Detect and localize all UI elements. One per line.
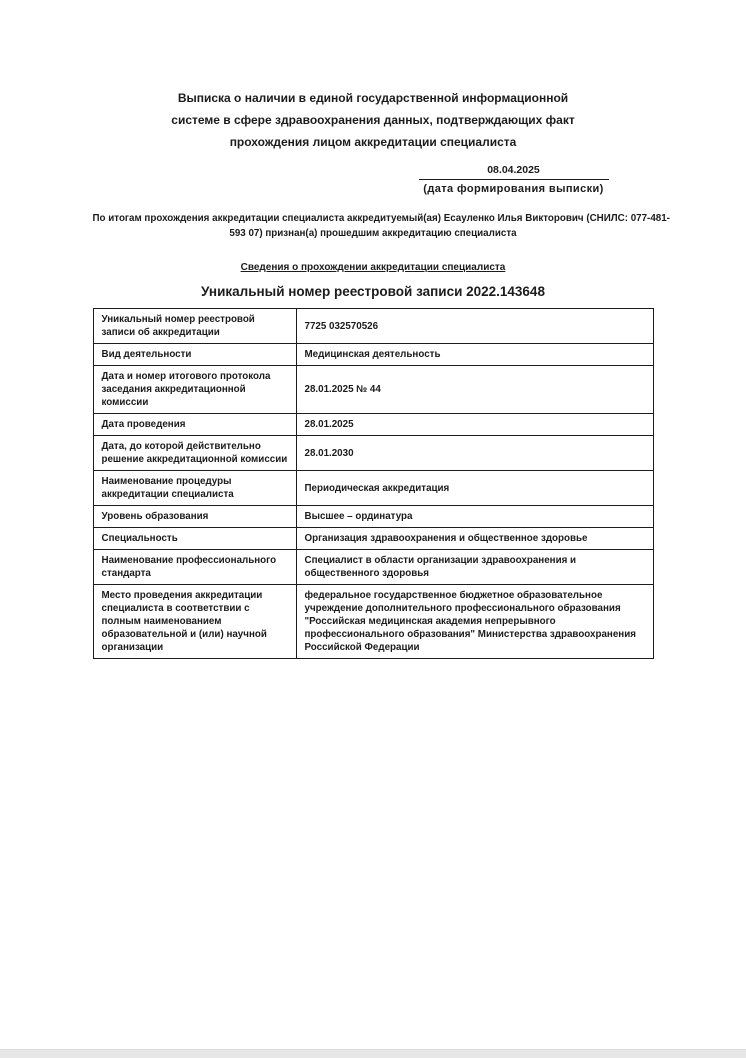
intro-line: По итогам прохождения аккредитации специалиста аккредитуемый(ая) Есауленко Илья Викторович (СНИЛС: 077-481-: [92, 213, 670, 224]
table-row: [93, 309, 653, 344]
table-row: [93, 550, 653, 585]
row-value: 28.01.2025: [296, 414, 653, 436]
document-title: [93, 87, 654, 153]
row-label: Уровень образования: [93, 506, 296, 528]
intro-line: 593 07) признан(а) прошедшим аккредитацию специалиста: [229, 228, 517, 239]
table-row: [93, 366, 653, 414]
extract-date: 08.04.2025: [419, 164, 609, 180]
row-value: 7725 032570526: [296, 309, 653, 344]
table-row: [93, 506, 653, 528]
row-label: Дата проведения: [93, 414, 296, 436]
document-title-line: прохождения лицом аккредитации специалиста: [229, 135, 517, 149]
row-label: Дата, до которой действительно решение аккредитационной комиссии: [93, 436, 296, 471]
row-value: Периодическая аккредитация: [296, 471, 653, 506]
table-row: [93, 585, 653, 659]
row-value: Медицинская деятельность: [296, 344, 653, 366]
row-label: Уникальный номер реестровой записи об аккредитации: [93, 309, 296, 344]
row-label: Место проведения аккредитации специалиста в соответствии с полным наименованием образовательной и (или) научной организации: [93, 585, 296, 659]
registry-number-heading: Уникальный номер реестровой записи 2022.143648: [201, 284, 545, 299]
row-value: 28.01.2030: [296, 436, 653, 471]
table-row: [93, 528, 653, 550]
accreditation-table: [93, 308, 654, 659]
row-value: федеральное государственное бюджетное образовательное учреждение дополнительного профессионального образования "Российская медицинская академия непрерывного профессионального образования" Министерства здравоохранения Российской Федерации: [296, 585, 653, 659]
intro-paragraph: [92, 211, 670, 241]
row-value: Высшее – ординатура: [296, 506, 653, 528]
row-value: Организация здравоохранения и общественное здоровье: [296, 528, 653, 550]
row-label: Наименование профессионального стандарта: [93, 550, 296, 585]
table-row: [93, 414, 653, 436]
table-row: [93, 436, 653, 471]
document-content: [92, 0, 670, 659]
row-value: Специалист в области организации здравоохранения и общественного здоровья: [296, 550, 653, 585]
row-value: 28.01.2025 № 44: [296, 366, 653, 414]
row-label: Специальность: [93, 528, 296, 550]
document-title-line: Выписка о наличии в единой государственной информационной: [177, 91, 569, 105]
extract-date-caption: (дата формирования выписки): [423, 183, 604, 195]
extract-date-block: [419, 164, 609, 195]
row-label: Наименование процедуры аккредитации специалиста: [93, 471, 296, 506]
document-title-line: системе в сфере здравоохранения данных, подтверждающих факт: [171, 113, 575, 127]
section-heading: Сведения о прохождении аккредитации специалиста: [240, 262, 506, 273]
row-label: Дата и номер итогового протокола заседания аккредитационной комиссии: [93, 366, 296, 414]
table-row: [93, 344, 653, 366]
bottom-bar: [0, 1049, 746, 1058]
row-label: Вид деятельности: [93, 344, 296, 366]
table-row: [93, 471, 653, 506]
